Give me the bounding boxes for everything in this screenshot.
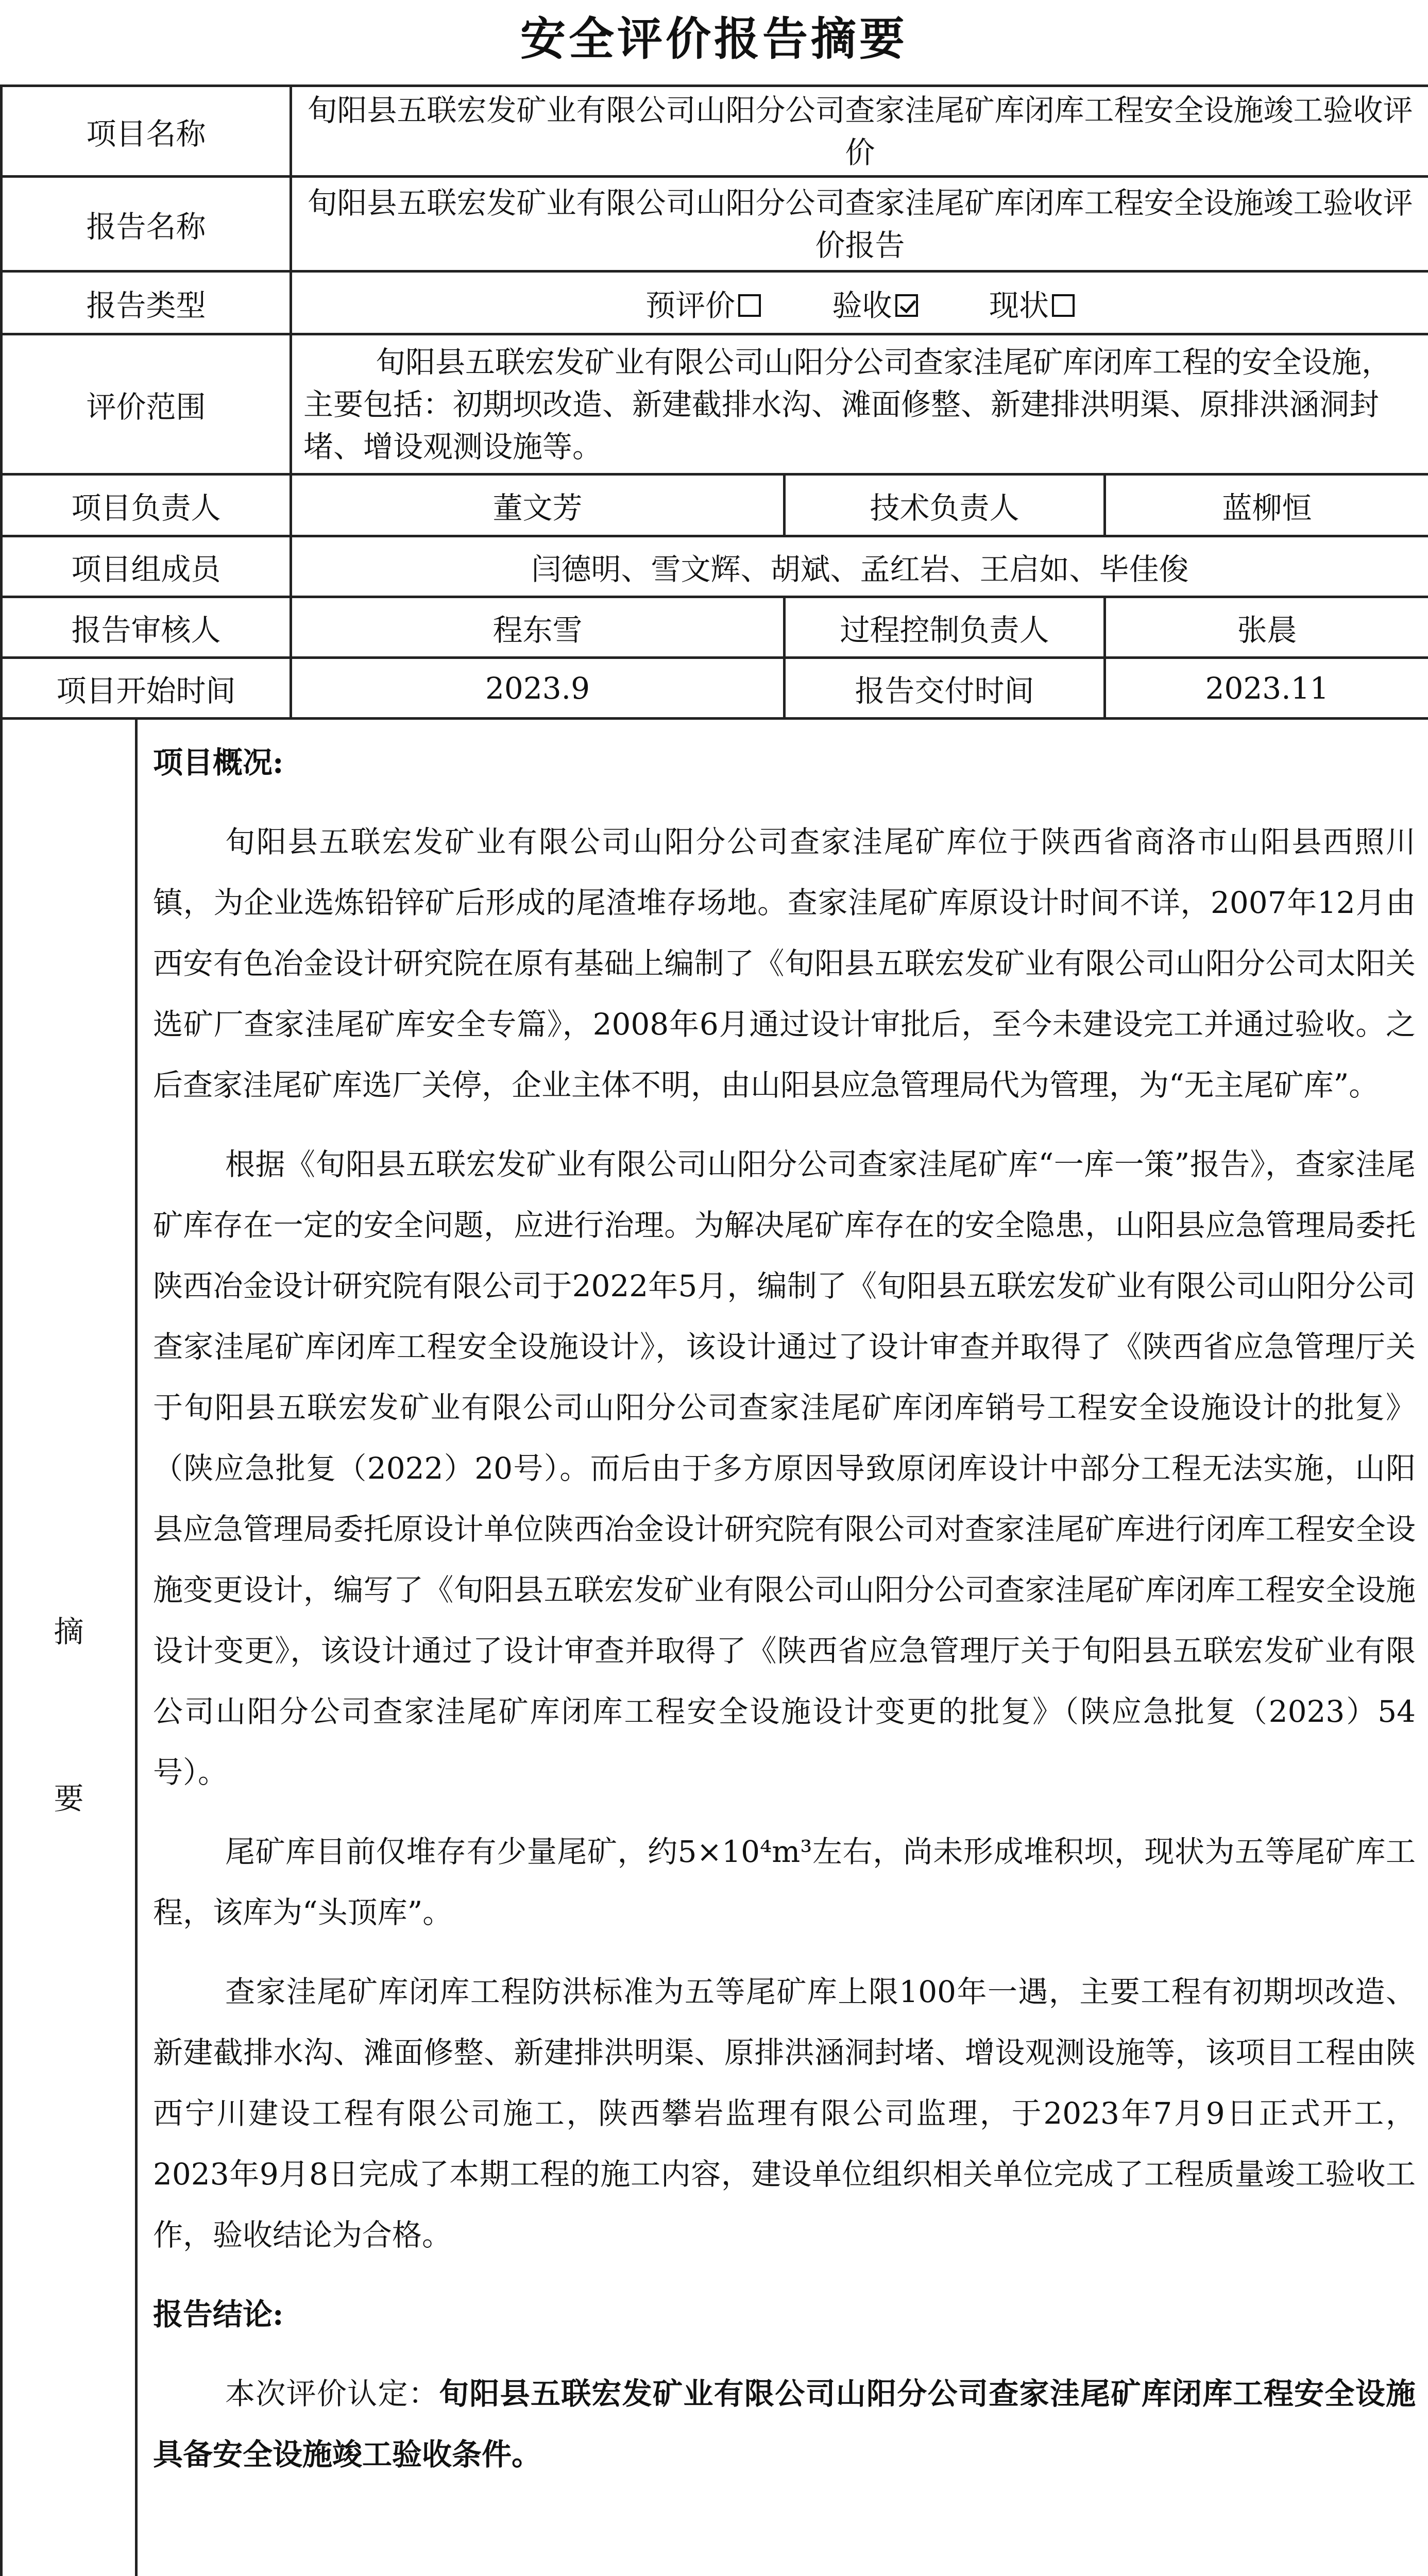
row-scope xyxy=(2,334,1428,474)
option-pre-eval: 预评价 xyxy=(645,281,761,325)
start-time-value: 2023.9 xyxy=(291,658,785,719)
delivery-time-value: 2023.11 xyxy=(1105,658,1428,719)
row-report-name xyxy=(2,177,1428,272)
project-name-value: 旬阳县五联宏发矿业有限公司山阳分公司查家洼尾矿库闭库工程安全设施竣工验收评价 xyxy=(291,86,1428,177)
report-type-options xyxy=(291,272,1428,334)
members-value: 闫德明、雪文辉、胡斌、孟红岩、王启如、毕佳俊 xyxy=(291,536,1428,597)
option-acceptance: 验收 xyxy=(832,281,918,325)
start-time-label: 项目开始时间 xyxy=(2,658,291,719)
process-control-value: 张晨 xyxy=(1105,597,1428,658)
members-label: 项目组成员 xyxy=(2,536,291,597)
checkbox-pre-eval[interactable] xyxy=(738,294,761,317)
report-type-label: 报告类型 xyxy=(2,272,291,334)
row-project-name xyxy=(2,86,1428,177)
process-control-label: 过程控制负责人 xyxy=(785,597,1105,658)
summary-side-label: 摘 要 xyxy=(2,719,137,2576)
reviewer-value: 程东雪 xyxy=(291,597,785,658)
conclusion-heading: 报告结论: xyxy=(153,2297,284,2332)
overview-paragraph-4: 查家洼尾矿库闭库工程防洪标准为五等尾矿库上限100年一遇，主要工程有初期坝改造、新建截排水沟、滩面修整、新建排洪明渠、原排洪涵洞封堵、增设观测设施等，该项目工程由陕西宁川建设工程有限公司施工，陕西攀岩监理有限公司监理，于2023年7月9日正式开工，2023年9月8日完成了本期工程的施工内容，建设单位组织相关单位完成了工程质量竣工验收工作，验收结论为合格。 xyxy=(153,1974,1416,2252)
summary-table xyxy=(0,84,1428,2576)
row-dates xyxy=(2,658,1428,719)
checkbox-status[interactable] xyxy=(1052,294,1075,317)
overview-paragraph-2: 根据《旬阳县五联宏发矿业有限公司山阳分公司查家洼尾矿库“一库一策”报告》，查家洼尾矿库存在一定的安全问题，应进行治理。为解决尾矿库存在的安全隐患，山阳县应急管理局委托陕西冶金设计研究院有限公司于2022年5月，编制了《旬阳县五联宏发矿业有限公司山阳分公司查家洼尾矿库闭库工程安全设施设计》，该设计通过了设计审查并取得了《陕西省应急管理厅关于旬阳县五联宏发矿业有限公司山阳分公司查家洼尾矿库闭库销号工程安全设施设计的批复》（陕应急批复（2022）20号）。而后由于多方原因导致原闭库设计中部分工程无法实施，山阳县应急管理局委托原设计单位陕西冶金设计研究院有限公司对查家洼尾矿库进行闭库工程安全设施变更设计，编写了《旬阳县五联宏发矿业有限公司山阳分公司查家洼尾矿库闭库工程安全设施设计变更》，该设计通过了设计审查并取得了《陕西省应急管理厅关于旬阳县五联宏发矿业有限公司山阳分公司查家洼尾矿库闭库工程安全设施设计变更的批复》（陕应急批复（2023）54号）。 xyxy=(153,1147,1416,1790)
conclusion-paragraph: 本次评价认定：旬阳县五联宏发矿业有限公司山阳分公司查家洼尾矿库闭库工程安全设施具备安全设施竣工验收条件。 xyxy=(153,2376,1416,2472)
option-status: 现状 xyxy=(989,281,1075,325)
conclusion-text: 旬阳县五联宏发矿业有限公司山阳分公司查家洼尾矿库闭库工程安全设施具备安全设施竣工验收条件。 xyxy=(153,2376,1416,2472)
checkbox-acceptance-checked[interactable] xyxy=(895,294,918,317)
row-reviewer xyxy=(2,597,1428,658)
tech-leader-value: 蓝柳恒 xyxy=(1105,474,1428,536)
tech-leader-label: 技术负责人 xyxy=(785,474,1105,536)
leader-value: 董文芳 xyxy=(291,474,785,536)
report-name-label: 报告名称 xyxy=(2,177,291,272)
summary-content xyxy=(137,719,1428,2576)
scope-label: 评价范围 xyxy=(2,334,291,474)
report-name-value: 旬阳县五联宏发矿业有限公司山阳分公司查家洼尾矿库闭库工程安全设施竣工验收评价报告 xyxy=(291,177,1428,272)
row-leader xyxy=(2,474,1428,536)
overview-paragraph-1: 旬阳县五联宏发矿业有限公司山阳分公司查家洼尾矿库位于陕西省商洛市山阳县西照川镇，为企业选炼铅锌矿后形成的尾渣堆存场地。查家洼尾矿库原设计时间不详，2007年12月由西安有色冶金设计研究院在原有基础上编制了《旬阳县五联宏发矿业有限公司山阳分公司太阳关选矿厂查家洼尾矿库安全专篇》，2008年6月通过设计审批后，至今未建设完工并通过验收。之后查家洼尾矿库选厂关停，企业主体不明，由山阳县应急管理局代为管理，为“无主尾矿库”。 xyxy=(153,824,1416,1103)
overview-paragraph-3: 尾矿库目前仅堆存有少量尾矿，约5×10⁴m³左右，尚未形成堆积坝，现状为五等尾矿库工程，该库为“头顶库”。 xyxy=(153,1834,1416,1930)
row-report-type xyxy=(2,272,1428,334)
row-members xyxy=(2,536,1428,597)
project-name-label: 项目名称 xyxy=(2,86,291,177)
page-title: 安全评价报告摘要 xyxy=(520,12,908,65)
scope-value: 旬阳县五联宏发矿业有限公司山阳分公司查家洼尾矿库闭库工程的安全设施，主要包括：初期坝改造、新建截排水沟、滩面修整、新建排洪明渠、原排洪涵洞封堵、增设观测设施等。 xyxy=(291,334,1428,474)
delivery-time-label: 报告交付时间 xyxy=(785,658,1105,719)
row-summary xyxy=(2,719,1428,2576)
reviewer-label: 报告审核人 xyxy=(2,597,291,658)
leader-label: 项目负责人 xyxy=(2,474,291,536)
overview-heading: 项目概况: xyxy=(153,745,284,780)
